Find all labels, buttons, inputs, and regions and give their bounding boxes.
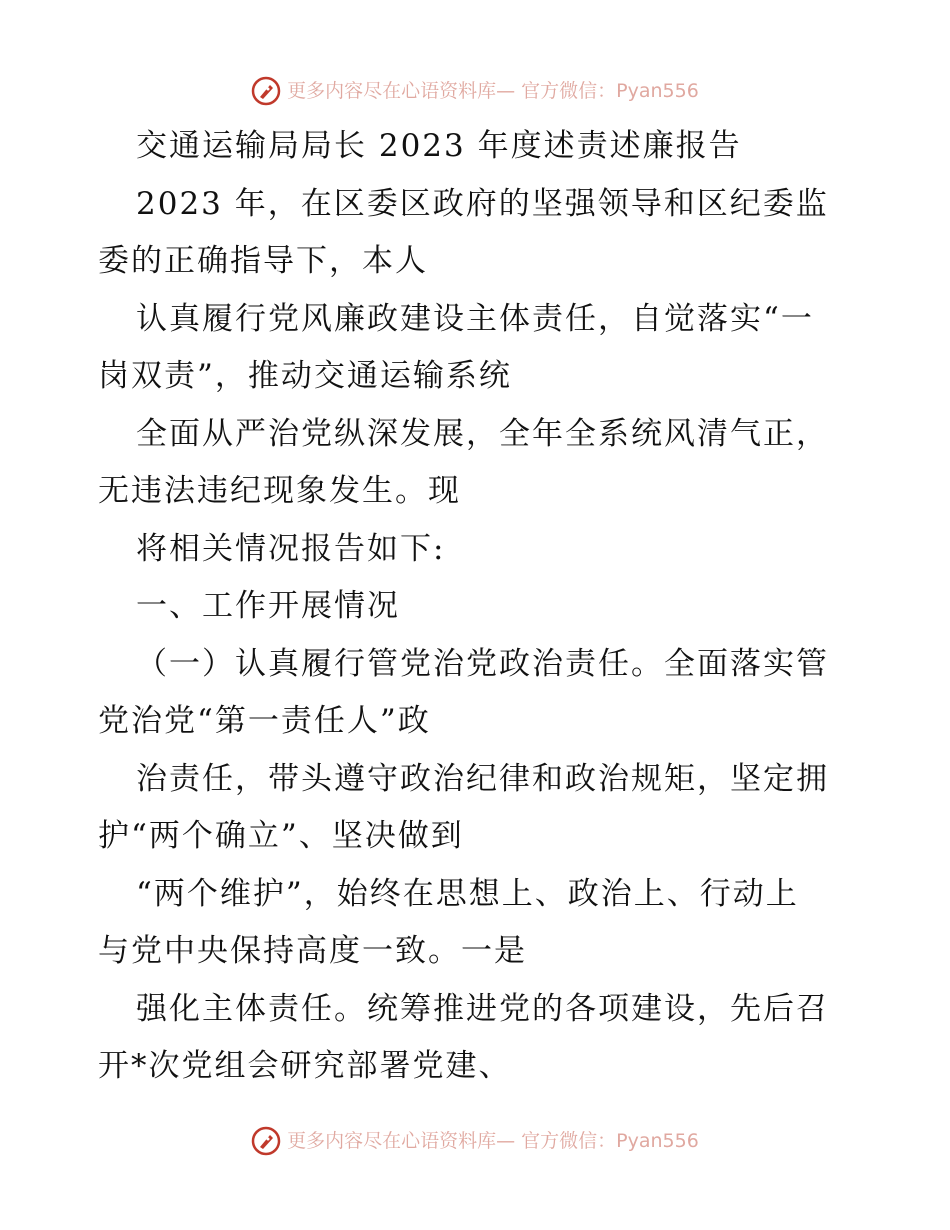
watermark-wechat: 官方微信：Pyan556 <box>521 80 699 102</box>
text-line: “两个维护”，始终在思想上、政治上、行动上 <box>136 875 799 912</box>
header-watermark <box>0 76 950 106</box>
document-body <box>98 118 858 1096</box>
document-title: 交通运输局局长 2023 年度述责述廉报告 <box>136 128 742 164</box>
text-line: 开*次党组会研究部署党建、 <box>98 1048 512 1084</box>
text-line: 岗双责”，推动交通运输系统 <box>98 358 512 394</box>
watermark-text: 更多内容尽在心语资料库— <box>287 1130 516 1152</box>
text-line: 护“两个确立”、坚决做到 <box>98 818 464 854</box>
watermark-text: 更多内容尽在心语资料库— <box>287 80 516 102</box>
text-line: 委的正确指导下，本人 <box>98 243 428 279</box>
text-line: 党治党“第一责任人”政 <box>98 703 431 739</box>
text-line: 强化主体责任。统筹推进党的各项建设，先后召 <box>136 990 829 1027</box>
text-line: 无违法违纪现象发生。现 <box>98 473 461 509</box>
text-line: 2023 年，在区委区政府的坚强领导和区纪委监 <box>136 185 829 222</box>
pen-nib-logo-icon <box>251 76 281 106</box>
text-line: 认真履行党风廉政建设主体责任，自觉落实“一 <box>136 300 814 337</box>
text-line: 治责任，带头遵守政治纪律和政治规矩，坚定拥 <box>136 760 829 797</box>
footer-watermark <box>0 1126 950 1156</box>
text-line: 将相关情况报告如下: <box>136 530 446 567</box>
text-line: （一）认真履行管党治党政治责任。全面落实管 <box>136 645 829 682</box>
pen-nib-logo-icon <box>251 1126 281 1156</box>
text-line: 与党中央保持高度一致。一是 <box>98 933 527 969</box>
text-line: 全面从严治党纵深发展，全年全系统风清气正， <box>136 415 829 452</box>
text-line: 一、工作开展情况 <box>136 588 400 624</box>
watermark-wechat: 官方微信：Pyan556 <box>521 1130 699 1152</box>
